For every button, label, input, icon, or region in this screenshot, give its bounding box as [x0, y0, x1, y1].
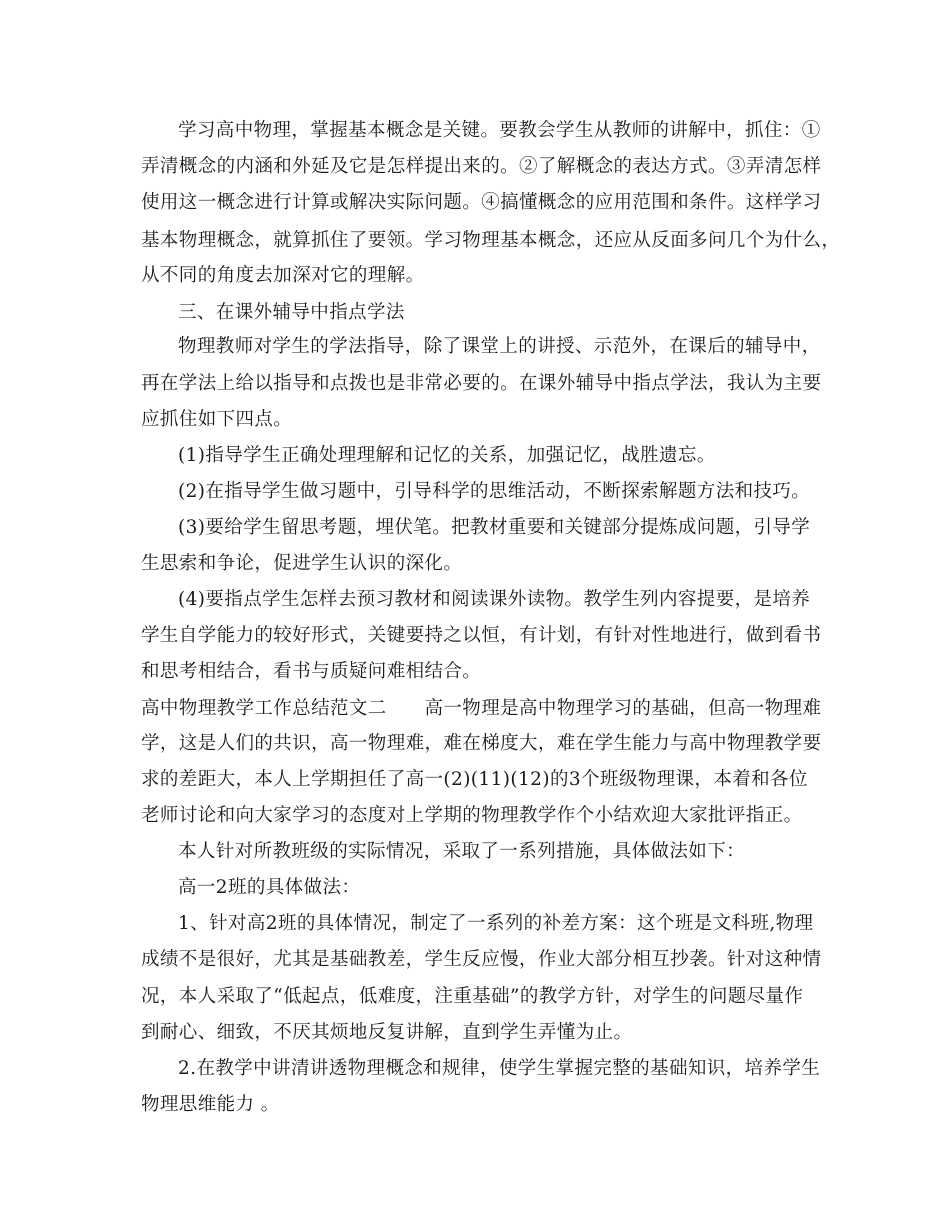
text-line: 应抓住如下四点。: [141, 409, 293, 430]
text-line: 从不同的角度去加深对它的理解。: [141, 265, 425, 286]
section-heading: 三、在课外辅导中指点学法: [178, 302, 405, 323]
text-line: 本人针对所教班级的实际情况，采取了一系列措施，具体做法如下：: [178, 841, 746, 862]
text-line: 况，本人采取了“低起点，低难度，注重基础”的教学方针，对学生的问题尽量作: [141, 986, 804, 1007]
text-line: 到耐心、细致，不厌其烦地反复讲解，直到学生弄懂为止。: [141, 1022, 633, 1043]
text-line: 使用这一概念进行计算或解决实际问题。④搞懂概念的应用范围和条件。这样学习: [141, 192, 822, 213]
article-title-line: 高中物理教学工作总结范文二 高一物理是高中物理学习的基础，但高一物理难: [141, 698, 822, 719]
text-line: 1、针对高2班的具体情况，制定了一系列的补差方案：这个班是文科班,物理: [178, 913, 814, 934]
text-line: 学生自学能力的较好形式，关键要持之以恒，有计划，有针对性地进行，做到看书: [141, 625, 822, 646]
text-line: 成绩不是很好，尤其是基础教差，学生反应慢，作业大部分相互抄袭。针对这种情: [141, 949, 822, 970]
list-item: (2)在指导学生做习题中，引导科学的思维活动，不断探索解题方法和技巧。: [178, 481, 811, 502]
text-line: 学，这是人们的共识，高一物理难，难在梯度大，难在学生能力与高中物理教学要: [141, 733, 822, 754]
text-line: 弄清概念的内涵和外延及它是怎样提出来的。②了解概念的表达方式。③弄清怎样: [141, 156, 822, 177]
text-line: 物理教师对学生的学法指导，除了课堂上的讲授、示范外，在课后的辅导中，: [178, 336, 821, 357]
list-item: (1)指导学生正确处理理解和记忆的关系，加强记忆，战胜遗忘。: [178, 445, 716, 466]
text-line: 2.在教学中讲清讲透物理概念和规律，使学生掌握完整的基础知识，培养学生: [178, 1058, 821, 1079]
text-line: 再在学法上给以指导和点拨也是非常必要的。在课外辅导中指点学法，我认为主要: [141, 373, 822, 394]
text-line: 生思索和争论，促进学生认识的深化。: [141, 553, 463, 574]
text-line: 老师讨论和向大家学习的态度对上学期的物理教学作个小结欢迎大家批评指正。: [141, 805, 803, 826]
text-line: 学习高中物理，掌握基本概念是关键。要教会学生从教师的讲解中，抓住：①: [178, 120, 821, 141]
list-item: (3)要给学生留思考题，埋伏笔。把教材重要和关键部分提炼成问题，引导学: [178, 517, 811, 538]
list-item: (4)要指点学生怎样去预习教材和阅读课外读物。教学生列内容提要，是培养: [178, 589, 811, 610]
text-line: 和思考相结合，看书与质疑问难相结合。: [141, 661, 482, 682]
text-line: 基本物理概念，就算抓住了要领。学习物理基本概念，还应从反面多问几个为什么，: [141, 230, 841, 251]
text-line: 物理思维能力 。: [141, 1094, 280, 1115]
text-line: 高一2班的具体做法：: [178, 877, 361, 898]
text-line: 求的差距大，本人上学期担任了高一(2)(11)(12)的3个班级物理课，本着和各位: [141, 769, 808, 790]
